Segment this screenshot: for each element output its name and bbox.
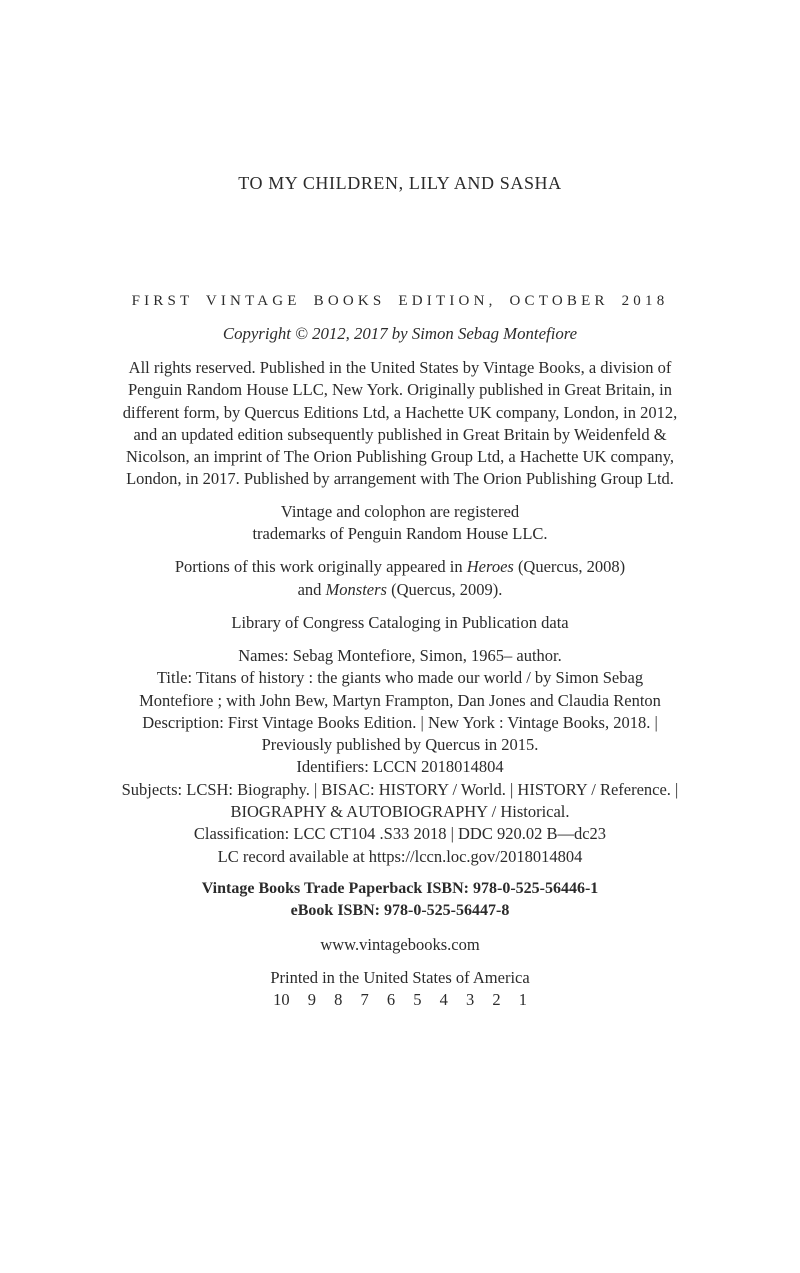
rights-line: Penguin Random House LLC, New York. Originally published in Great Britain, in (128, 380, 672, 400)
trademark-line: trademarks of Penguin Random House LLC. (252, 524, 548, 544)
rights-line: All rights reserved. Published in the United States by Vintage Books, a division of (128, 358, 672, 377)
rights-line: and an updated edition subsequently published in Great Britain by Weidenfeld & (133, 424, 667, 444)
rights-line: London, in 2017. Published by arrangement with The Orion Publishing Group Ltd. (126, 469, 674, 489)
cataloging-line: Identifiers: LCCN 2018014804 (296, 757, 504, 777)
portions-text: Portions of this work originally appeared in (174, 557, 467, 577)
cataloging-line: BIOGRAPHY & AUTOBIOGRAPHY / Historical. (230, 802, 570, 822)
rights-line: different form, by Quercus Editions Ltd, a Hachette UK company, London, in 2012, (122, 402, 678, 422)
trademark-notice (60, 501, 740, 546)
cataloging-line: Subjects: LCSH: Biography. | BISAC: HISTORY / World. | HISTORY / Reference. | (121, 779, 679, 799)
isbn-line: Vintage Books Trade Paperback ISBN: 978-0-525-56446-1 (201, 879, 599, 897)
printed-in-line: Printed in the United States of America (270, 967, 530, 987)
portions-line (60, 556, 740, 578)
cataloging-line: Description: First Vintage Books Edition. | New York : Vintage Books, 2018. | (142, 712, 658, 732)
isbn-block (60, 878, 740, 923)
trademark-line: Vintage and colophon are registered (280, 501, 520, 521)
dedication-text: TO MY CHILDREN, LILY AND SASHA (238, 173, 562, 193)
print-run-numbers: 10 9 8 7 6 5 4 3 2 1 (273, 989, 527, 1009)
portions-line (60, 579, 740, 601)
cataloging-line: Montefiore ; with John Bew, Martyn Frampton, Dan Jones and Claudia Renton (139, 690, 661, 710)
portions-text: (Quercus, 2008) (513, 557, 626, 577)
cataloging-line: Title: Titans of history : the giants who made our world / by Simon Sebag (156, 668, 644, 688)
loc-cataloging-heading: Library of Congress Cataloging in Publication data (231, 612, 569, 632)
rights-line: Nicolson, an imprint of The Orion Publishing Group Ltd, a Hachette UK company, (125, 447, 675, 467)
cataloging-line: Classification: LCC CT104 .S33 2018 | DDC 920.02 B—dc23 (193, 824, 607, 844)
isbn-line: eBook ISBN: 978-0-525-56447-8 (290, 902, 510, 920)
portions-text: (Quercus, 2009). (386, 579, 503, 599)
portions-text: and (297, 579, 326, 599)
portions-notice (60, 556, 740, 601)
website-url: www.vintagebooks.com (320, 934, 480, 954)
rights-paragraph (60, 357, 740, 491)
work-title-italic: Monsters (325, 579, 387, 599)
work-title-italic: Heroes (466, 557, 514, 577)
cataloging-line: Names: Sebag Montefiore, Simon, 1965– author. (238, 645, 562, 665)
copyright-line: Copyright © 2012, 2017 by Simon Sebag Montefiore (222, 324, 578, 343)
cataloging-block (60, 645, 740, 868)
cataloging-line: LC record available at https://lccn.loc.gov/2018014804 (217, 846, 583, 866)
edition-line: FIRST VINTAGE BOOKS EDITION, OCTOBER 2018 (131, 293, 669, 309)
cataloging-line: Previously published by Quercus in 2015. (261, 735, 539, 755)
book-copyright-page (60, 172, 740, 1011)
